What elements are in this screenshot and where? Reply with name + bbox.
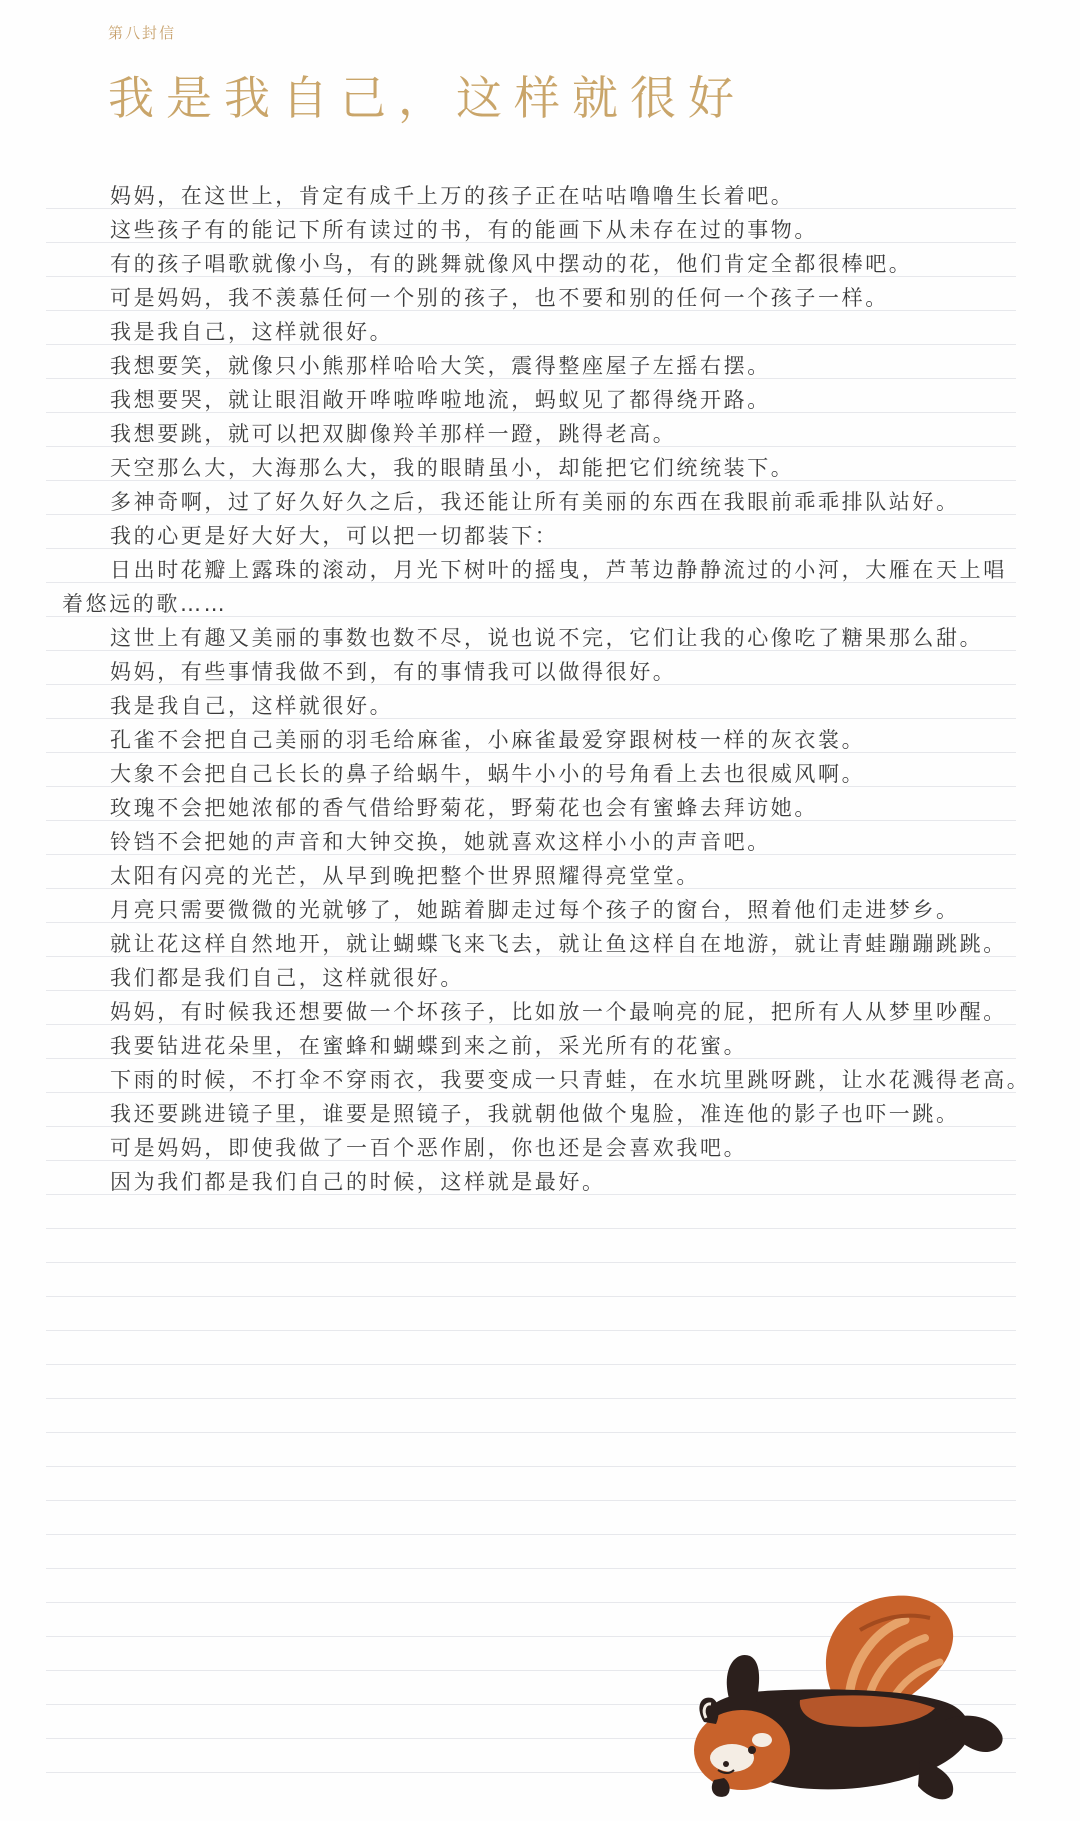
letter-line: 下雨的时候，不打伞不穿雨衣，我要变成一只青蛙，在水坑里跳呀跳，让水花溅得老高。 (110, 1068, 1031, 1092)
letter-line: 可是妈妈，即使我做了一百个恶作剧，你也还是会喜欢我吧。 (110, 1136, 748, 1160)
letter-line: 这世上有趣又美丽的事数也数不尽，说也说不完，它们让我的心像吃了糖果那么甜。 (110, 626, 984, 650)
red-panda-illustration (690, 1590, 1020, 1805)
letter-line: 我是我自己，这样就很好。 (110, 694, 394, 718)
letter-line: 有的孩子唱歌就像小鸟，有的跳舞就像风中摆动的花，他们肯定全都很棒吧。 (110, 252, 913, 276)
letter-line: 我要钻进花朵里，在蜜蜂和蝴蝶到来之前，采光所有的花蜜。 (110, 1034, 748, 1058)
letter-line: 孔雀不会把自己美丽的羽毛给麻雀，小麻雀最爱穿跟树枝一样的灰衣裳。 (110, 728, 866, 752)
letter-line: 妈妈，有些事情我做不到，有的事情我可以做得很好。 (110, 660, 677, 684)
letter-line: 太阳有闪亮的光芒，从早到晚把整个世界照耀得亮堂堂。 (110, 864, 700, 888)
letter-line: 这些孩子有的能记下所有读过的书，有的能画下从未存在过的事物。 (110, 218, 818, 242)
letter-line: 天空那么大，大海那么大，我的眼睛虽小，却能把它们统统装下。 (110, 456, 795, 480)
letter-number: 第八封信 (108, 24, 177, 42)
letter-line: 玫瑰不会把她浓郁的香气借给野菊花，野菊花也会有蜜蜂去拜访她。 (110, 796, 818, 820)
letter-line: 月亮只需要微微的光就够了，她踮着脚走过每个孩子的窗台，照着他们走进梦乡。 (110, 898, 960, 922)
letter-line: 因为我们都是我们自己的时候，这样就是最好。 (110, 1170, 606, 1194)
letter-line: 我的心更是好大好大，可以把一切都装下： (110, 524, 559, 548)
letter-line: 我想要笑，就像只小熊那样哈哈大笑，震得整座屋子左摇右摆。 (110, 354, 771, 378)
letter-line: 可是妈妈，我不羡慕任何一个别的孩子，也不要和别的任何一个孩子一样。 (110, 286, 889, 310)
letter-line: 我们都是我们自己，这样就很好。 (110, 966, 464, 990)
letter-line: 日出时花瓣上露珠的滚动，月光下树叶的摇曳，芦苇边静静流过的小河，大雁在天上唱 (110, 558, 1007, 582)
letter-line: 妈妈，在这世上，肯定有成千上万的孩子正在咕咕噜噜生长着吧。 (110, 184, 795, 208)
letter-line: 就让花这样自然地开，就让蝴蝶飞来飞去，就让鱼这样自在地游，就让青蛙蹦蹦跳跳。 (110, 932, 1007, 956)
letter-line: 大象不会把自己长长的鼻子给蜗牛，蜗牛小小的号角看上去也很威风啊。 (110, 762, 866, 786)
letter-line: 妈妈，有时候我还想要做一个坏孩子，比如放一个最响亮的屁，把所有人从梦里吵醒。 (110, 1000, 1007, 1024)
letter-line: 铃铛不会把她的声音和大钟交换，她就喜欢这样小小的声音吧。 (110, 830, 771, 854)
letter-title: 我是我自己，这样就很好 (108, 71, 746, 125)
letter-line: 多神奇啊，过了好久好久之后，我还能让所有美丽的东西在我眼前乖乖排队站好。 (110, 490, 960, 514)
letter-line: 着悠远的歌…… (62, 592, 228, 616)
letter-line: 我想要哭，就让眼泪敞开哗啦哗啦地流，蚂蚁见了都得绕开路。 (110, 388, 771, 412)
letter-line: 我想要跳，就可以把双脚像羚羊那样一蹬，跳得老高。 (110, 422, 677, 446)
letter-line: 我是我自己，这样就很好。 (110, 320, 394, 344)
letter-line: 我还要跳进镜子里，谁要是照镜子，我就朝他做个鬼脸，准连他的影子也吓一跳。 (110, 1102, 960, 1126)
